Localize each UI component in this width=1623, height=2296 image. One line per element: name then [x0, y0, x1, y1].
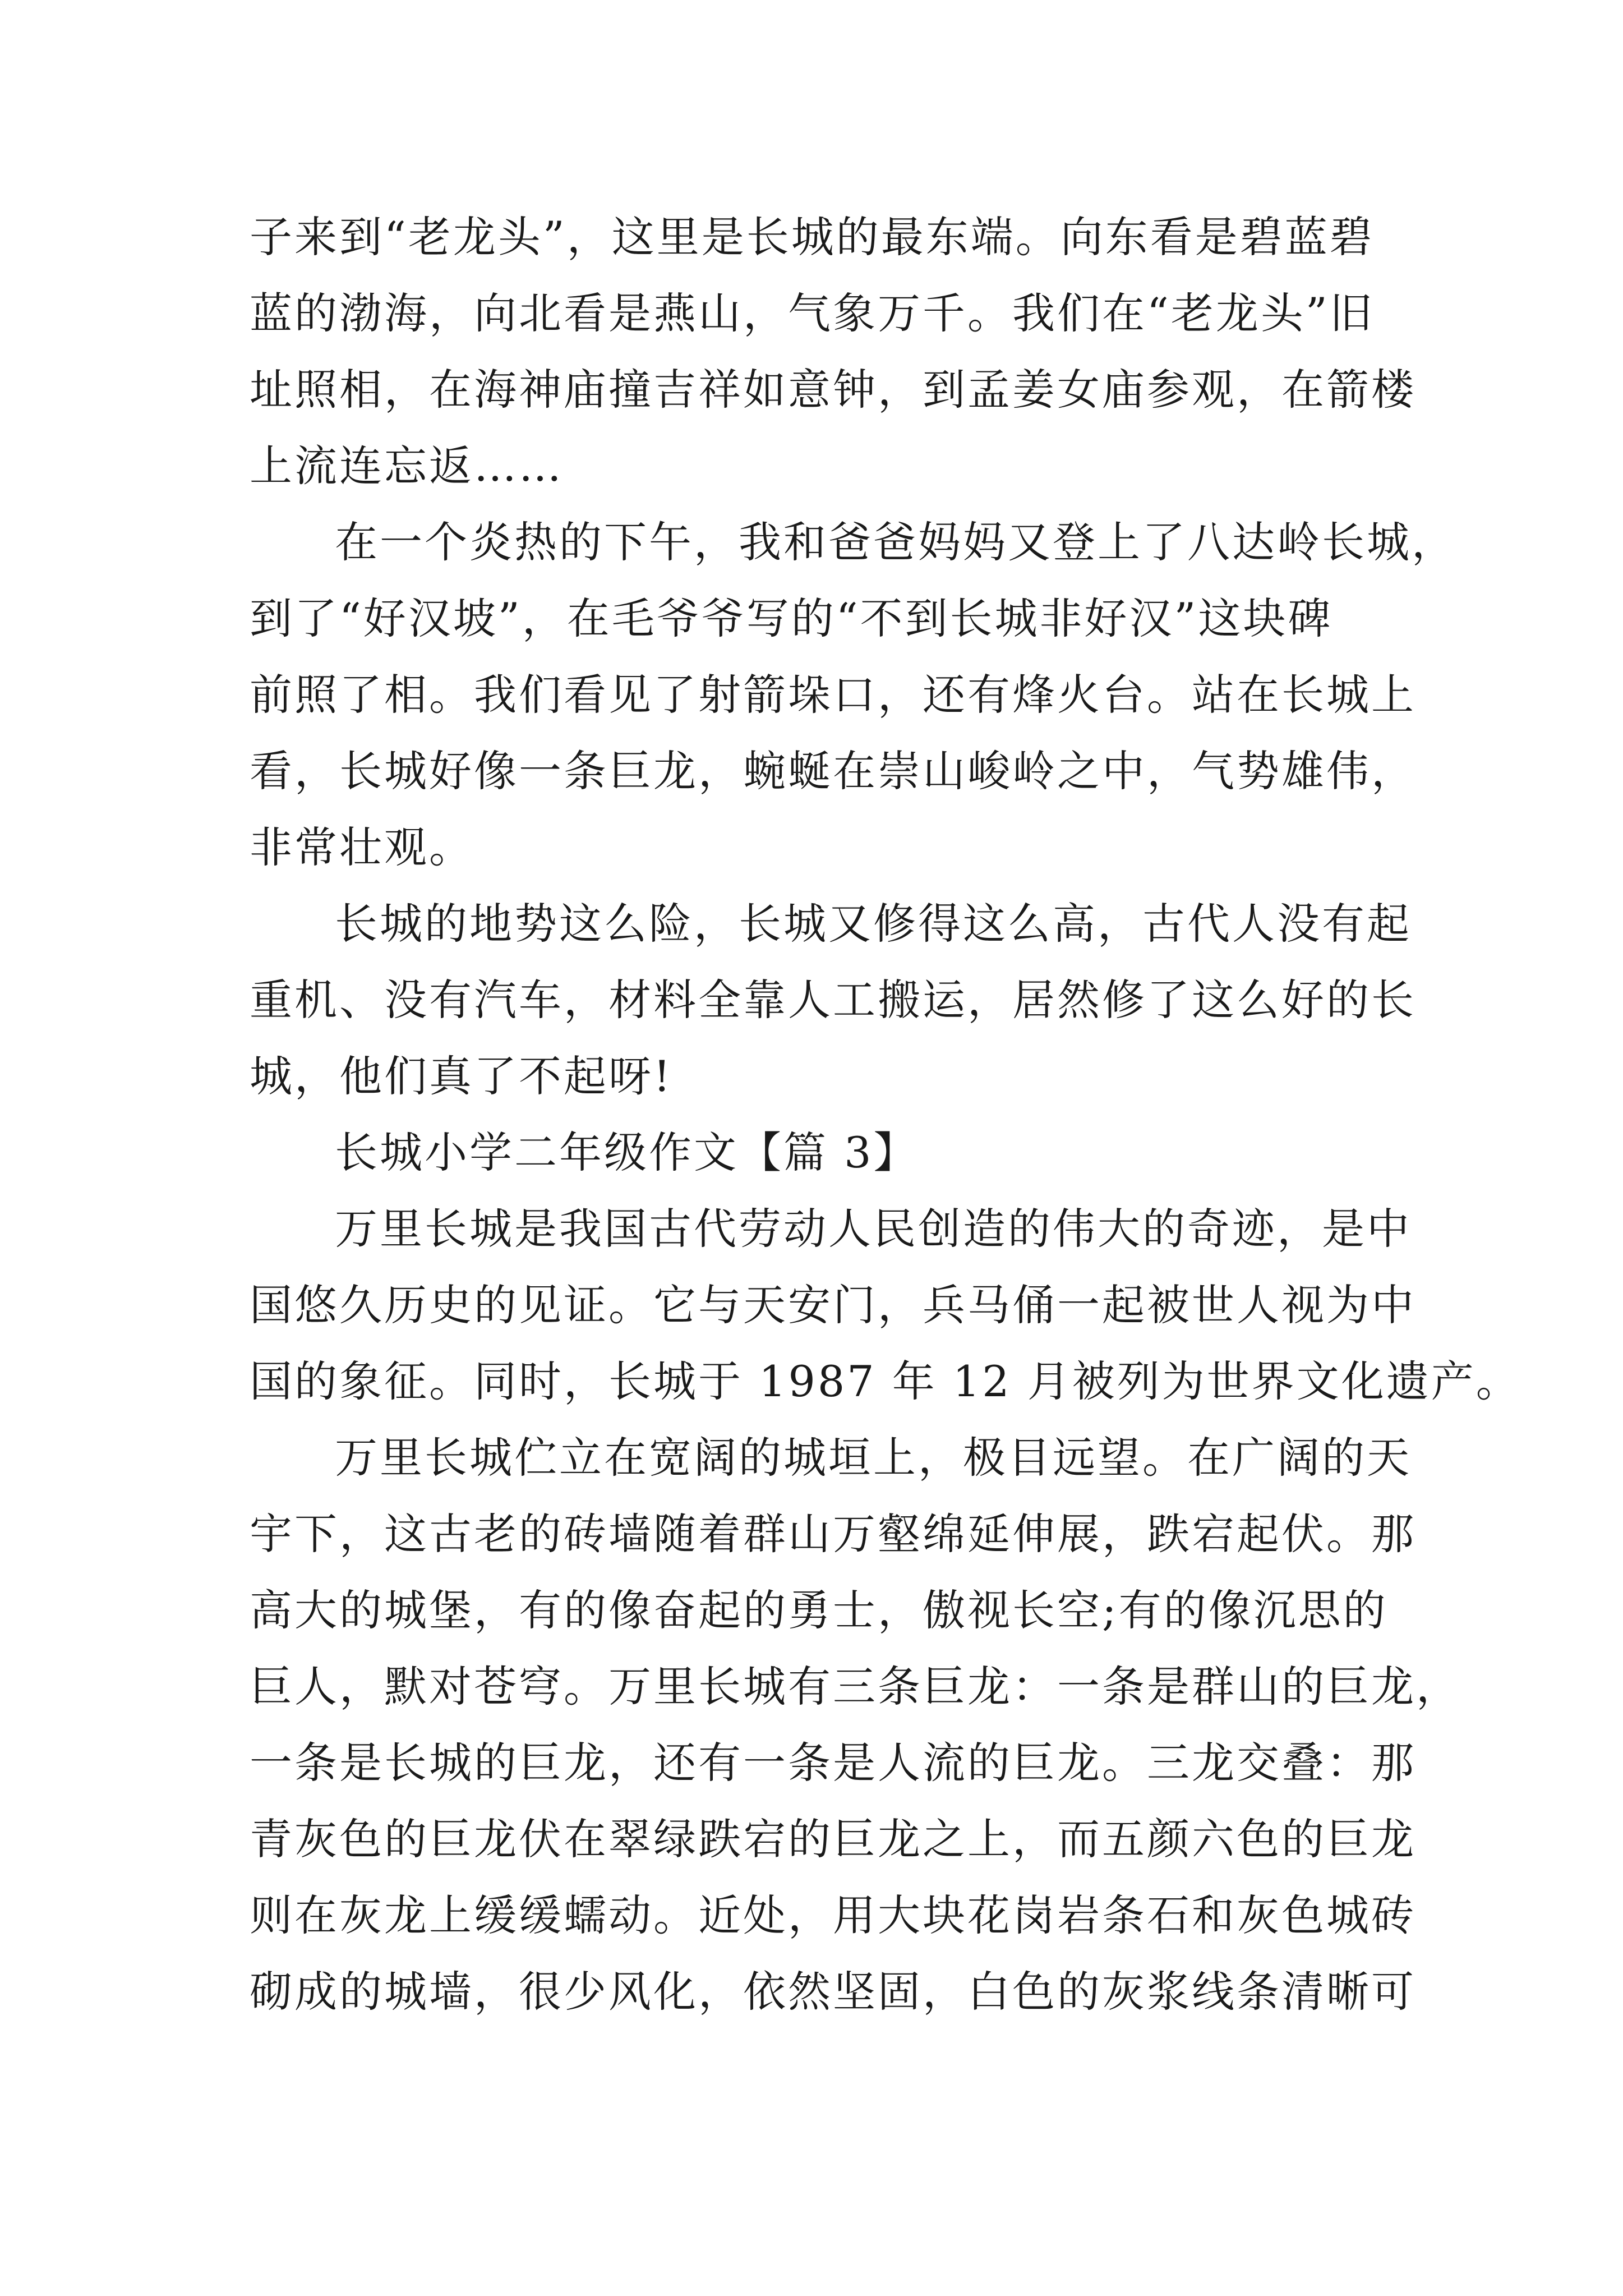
- essay-body: [250, 199, 1521, 2030]
- text-line: 高大的城堡，有的像奋起的勇士，傲视长空;有的像沉思的: [250, 1585, 1388, 1635]
- text-line: 宇下，这古老的砖墙随着群山万壑绵延伸展，跌宕起伏。那: [250, 1509, 1416, 1559]
- text-line: 青灰色的巨龙伏在翠绿跌宕的巨龙之上，而五颜六色的巨龙: [250, 1814, 1416, 1864]
- text-line: 非常壮观。: [250, 822, 474, 872]
- text-line: 蓝的渤海，向北看是燕山，气象万千。我们在“老龙头”旧: [250, 288, 1375, 338]
- text-line: 址照相，在海神庙撞吉祥如意钟，到孟姜女庙参观，在箭楼: [250, 365, 1416, 415]
- text-line: 前照了相。我们看见了射箭垛口，还有烽火台。站在长城上: [250, 670, 1416, 720]
- text-line: 看，长城好像一条巨龙，蜿蜒在崇山峻岭之中，气势雄伟，: [250, 746, 1416, 796]
- text-line: 巨人，默对苍穹。万里长城有三条巨龙：一条是群山的巨龙，: [250, 1662, 1461, 1711]
- text-line: 城，他们真了不起呀!: [250, 1051, 673, 1101]
- paragraph-first-line: 在一个炎热的下午，我和爸爸妈妈又登上了八达岭长城，: [335, 517, 1456, 567]
- text-line: 国悠久历史的见证。它与天安门，兵马俑一起被世人视为中: [250, 1280, 1416, 1330]
- text-line: 一条是长城的巨龙，还有一条是人流的巨龙。三龙交叠：那: [250, 1738, 1416, 1788]
- paragraph-first-line: 万里长城伫立在宽阔的城垣上，极目远望。在广阔的天: [335, 1433, 1412, 1483]
- text-line: 到了“好汉坡”，在毛爷爷写的“不到长城非好汉”这块碑: [250, 593, 1333, 643]
- text-line: 砌成的城墙，很少风化，依然坚固，白色的灰浆线条清晰可: [250, 1967, 1416, 2017]
- text-line: 则在灰龙上缓缓蠕动。近处，用大块花岗岩条石和灰色城砖: [250, 1890, 1416, 1940]
- section-heading: 长城小学二年级作文【篇 3】: [335, 1128, 919, 1177]
- paragraph-first-line: 万里长城是我国古代劳动人民创造的伟大的奇迹，是中: [335, 1204, 1412, 1254]
- text-line: 子来到“老龙头”，这里是长城的最东端。向东看是碧蓝碧: [250, 212, 1375, 262]
- text-line: 重机、没有汽车，材料全靠人工搬运，居然修了这么好的长: [250, 975, 1416, 1025]
- paragraph-first-line: 长城的地势这么险，长城又修得这么高，古代人没有起: [335, 899, 1412, 949]
- text-line: 国的象征。同时，长城于 1987 年 12 月被列为世界文化遗产。: [250, 1356, 1521, 1406]
- text-line: 上流连忘返……: [250, 441, 564, 491]
